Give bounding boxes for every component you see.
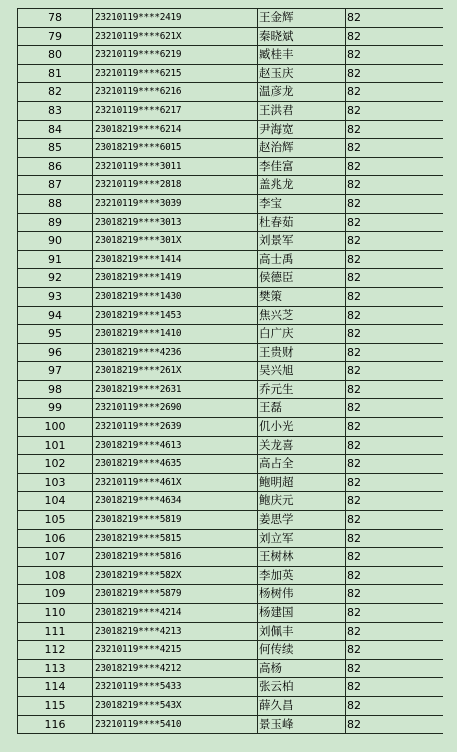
row-number-cell[interactable]: 106: [18, 529, 93, 548]
name-cell[interactable]: 张云柏: [258, 678, 346, 697]
score-cell[interactable]: 82: [346, 511, 451, 530]
row-number-cell[interactable]: 85: [18, 139, 93, 158]
row-number-cell[interactable]: 102: [18, 455, 93, 474]
row-number-cell[interactable]: 88: [18, 194, 93, 213]
name-cell[interactable]: 吴兴旭: [258, 362, 346, 381]
table-row: [18, 529, 451, 548]
table-row: [18, 548, 451, 567]
id-number-cell[interactable]: 23018219****261X: [93, 362, 258, 381]
table-row: [18, 343, 451, 362]
score-cell[interactable]: 82: [346, 455, 451, 474]
table-row: [18, 306, 451, 325]
name-cell[interactable]: 赵治辉: [258, 139, 346, 158]
score-cell[interactable]: 82: [346, 120, 451, 139]
row-number-cell[interactable]: 108: [18, 566, 93, 585]
name-cell[interactable]: 高占全: [258, 455, 346, 474]
id-number-cell[interactable]: 23210119****5410: [93, 715, 258, 734]
table-row: [18, 492, 451, 511]
row-number-cell[interactable]: 104: [18, 492, 93, 511]
score-cell[interactable]: 82: [346, 64, 451, 83]
row-number-cell[interactable]: 100: [18, 418, 93, 437]
row-number-cell[interactable]: 81: [18, 64, 93, 83]
name-cell[interactable]: 李加英: [258, 566, 346, 585]
table-row: [18, 46, 451, 65]
name-cell[interactable]: 白广庆: [258, 325, 346, 344]
score-cell[interactable]: 82: [346, 157, 451, 176]
score-cell[interactable]: 82: [346, 436, 451, 455]
table-row: [18, 715, 451, 734]
name-cell[interactable]: 樊策: [258, 287, 346, 306]
row-number-cell[interactable]: 99: [18, 399, 93, 418]
table-row: [18, 139, 451, 158]
id-number-cell[interactable]: 23210119****2639: [93, 418, 258, 437]
score-cell[interactable]: 82: [346, 696, 451, 715]
score-cell[interactable]: 82: [346, 362, 451, 381]
row-number-cell[interactable]: 87: [18, 176, 93, 195]
table-row: [18, 83, 451, 102]
id-number-cell[interactable]: 23210119****6215: [93, 64, 258, 83]
id-number-cell[interactable]: 23210119****6219: [93, 46, 258, 65]
id-number-cell[interactable]: 23018219****4634: [93, 492, 258, 511]
id-number-cell[interactable]: 23018219****5819: [93, 511, 258, 530]
name-cell[interactable]: 侯德臣: [258, 269, 346, 288]
table-row: [18, 157, 451, 176]
score-cell[interactable]: 82: [346, 548, 451, 567]
table-row: [18, 659, 451, 678]
name-cell[interactable]: 鲍明超: [258, 473, 346, 492]
row-number-cell[interactable]: 105: [18, 511, 93, 530]
name-cell[interactable]: 仉小光: [258, 418, 346, 437]
id-number-cell[interactable]: 23018219****1419: [93, 269, 258, 288]
name-cell[interactable]: 王金辉: [258, 9, 346, 28]
id-number-cell[interactable]: 23018219****4213: [93, 622, 258, 641]
name-cell[interactable]: 赵玉庆: [258, 64, 346, 83]
row-number-cell[interactable]: 94: [18, 306, 93, 325]
name-cell[interactable]: 乔元生: [258, 380, 346, 399]
table-row: [18, 325, 451, 344]
table-body: [18, 9, 451, 734]
name-cell[interactable]: 薛久昌: [258, 696, 346, 715]
score-cell[interactable]: 82: [346, 622, 451, 641]
row-number-cell[interactable]: 84: [18, 120, 93, 139]
score-cell[interactable]: 82: [346, 399, 451, 418]
score-cell[interactable]: 82: [346, 250, 451, 269]
row-number-cell[interactable]: 95: [18, 325, 93, 344]
name-cell[interactable]: 王磊: [258, 399, 346, 418]
score-cell[interactable]: 82: [346, 380, 451, 399]
name-cell[interactable]: 李宝: [258, 194, 346, 213]
id-number-cell[interactable]: 23018219****3013: [93, 213, 258, 232]
score-cell[interactable]: 82: [346, 139, 451, 158]
id-number-cell[interactable]: 23018219****543X: [93, 696, 258, 715]
name-cell[interactable]: 景玉峰: [258, 715, 346, 734]
name-cell[interactable]: 杨树伟: [258, 585, 346, 604]
table-row: [18, 250, 451, 269]
table-row: [18, 362, 451, 381]
id-number-cell[interactable]: 23018219****6015: [93, 139, 258, 158]
table-row: [18, 287, 451, 306]
score-cell[interactable]: 82: [346, 566, 451, 585]
row-number-cell[interactable]: 96: [18, 343, 93, 362]
row-number-cell[interactable]: 98: [18, 380, 93, 399]
table-row: [18, 622, 451, 641]
row-number-cell[interactable]: 113: [18, 659, 93, 678]
score-cell[interactable]: 82: [346, 306, 451, 325]
id-number-cell[interactable]: 23210119****3011: [93, 157, 258, 176]
score-cell[interactable]: 82: [346, 83, 451, 102]
row-number-cell[interactable]: 90: [18, 232, 93, 251]
row-number-cell[interactable]: 110: [18, 604, 93, 623]
row-number-cell[interactable]: 82: [18, 83, 93, 102]
table-row: [18, 64, 451, 83]
id-number-cell[interactable]: 23210119****621X: [93, 27, 258, 46]
score-cell[interactable]: 82: [346, 529, 451, 548]
id-number-cell[interactable]: 23210119****2690: [93, 399, 258, 418]
table-row: [18, 399, 451, 418]
table-row: [18, 436, 451, 455]
table-row: [18, 585, 451, 604]
row-number-cell[interactable]: 97: [18, 362, 93, 381]
id-number-cell[interactable]: 23018219****5879: [93, 585, 258, 604]
row-number-cell[interactable]: 79: [18, 27, 93, 46]
table-row: [18, 604, 451, 623]
table-row: [18, 696, 451, 715]
id-number-cell[interactable]: 23018219****301X: [93, 232, 258, 251]
table-row: [18, 418, 451, 437]
name-cell[interactable]: 刘立军: [258, 529, 346, 548]
id-number-cell[interactable]: 23018219****6214: [93, 120, 258, 139]
table-row: [18, 120, 451, 139]
score-cell[interactable]: 82: [346, 492, 451, 511]
name-cell[interactable]: 盖兆龙: [258, 176, 346, 195]
row-number-cell[interactable]: 83: [18, 101, 93, 120]
row-number-cell[interactable]: 89: [18, 213, 93, 232]
id-number-cell[interactable]: 23018219****1453: [93, 306, 258, 325]
id-number-cell[interactable]: 23018219****5815: [93, 529, 258, 548]
table-row: [18, 269, 451, 288]
name-cell[interactable]: 焦兴芝: [258, 306, 346, 325]
id-number-cell[interactable]: 23018219****1430: [93, 287, 258, 306]
row-number-cell[interactable]: 114: [18, 678, 93, 697]
id-number-cell[interactable]: 23018219****2631: [93, 380, 258, 399]
row-number-cell[interactable]: 101: [18, 436, 93, 455]
name-cell[interactable]: 王贵财: [258, 343, 346, 362]
row-number-cell[interactable]: 80: [18, 46, 93, 65]
table-row: [18, 473, 451, 492]
id-number-cell[interactable]: 23210119****2419: [93, 9, 258, 28]
table-row: [18, 380, 451, 399]
row-number-cell[interactable]: 111: [18, 622, 93, 641]
name-cell[interactable]: 温彦龙: [258, 83, 346, 102]
score-cell[interactable]: 82: [346, 715, 451, 734]
name-cell[interactable]: 何传续: [258, 641, 346, 660]
score-cell[interactable]: 82: [346, 678, 451, 697]
name-cell[interactable]: 李佳富: [258, 157, 346, 176]
table-row: [18, 455, 451, 474]
row-number-cell[interactable]: 92: [18, 269, 93, 288]
row-number-cell[interactable]: 115: [18, 696, 93, 715]
id-number-cell[interactable]: 23210119****6216: [93, 83, 258, 102]
score-cell[interactable]: 82: [346, 46, 451, 65]
table-row: [18, 213, 451, 232]
score-cell[interactable]: 82: [346, 176, 451, 195]
row-number-cell[interactable]: 112: [18, 641, 93, 660]
id-number-cell[interactable]: 23210119****3039: [93, 194, 258, 213]
row-number-cell[interactable]: 93: [18, 287, 93, 306]
id-number-cell[interactable]: 23210119****6217: [93, 101, 258, 120]
score-cell[interactable]: 82: [346, 213, 451, 232]
score-cell[interactable]: 82: [346, 232, 451, 251]
right-margin: [443, 0, 457, 752]
id-number-cell[interactable]: 23018219****4635: [93, 455, 258, 474]
row-number-cell[interactable]: 103: [18, 473, 93, 492]
id-number-cell[interactable]: 23018219****4613: [93, 436, 258, 455]
score-cell[interactable]: 82: [346, 325, 451, 344]
id-number-cell[interactable]: 23018219****582X: [93, 566, 258, 585]
name-cell[interactable]: 尹海宽: [258, 120, 346, 139]
id-number-cell[interactable]: 23018219****4214: [93, 604, 258, 623]
row-number-cell[interactable]: 116: [18, 715, 93, 734]
score-cell[interactable]: 82: [346, 194, 451, 213]
id-number-cell[interactable]: 23210119****5433: [93, 678, 258, 697]
score-cell[interactable]: 82: [346, 418, 451, 437]
score-cell[interactable]: 82: [346, 101, 451, 120]
score-cell[interactable]: 82: [346, 473, 451, 492]
table-row: [18, 9, 451, 28]
id-number-cell[interactable]: 23018219****4236: [93, 343, 258, 362]
id-number-cell[interactable]: 23018219****1414: [93, 250, 258, 269]
name-cell[interactable]: 关龙喜: [258, 436, 346, 455]
id-number-cell[interactable]: 23210119****461X: [93, 473, 258, 492]
id-number-cell[interactable]: 23210119****4215: [93, 641, 258, 660]
table-row: [18, 678, 451, 697]
row-number-cell[interactable]: 109: [18, 585, 93, 604]
row-number-cell[interactable]: 78: [18, 9, 93, 28]
table-row: [18, 27, 451, 46]
score-cell[interactable]: 82: [346, 641, 451, 660]
score-cell[interactable]: 82: [346, 9, 451, 28]
table-row: [18, 511, 451, 530]
score-cell[interactable]: 82: [346, 604, 451, 623]
name-cell[interactable]: 刘佩丰: [258, 622, 346, 641]
score-cell[interactable]: 82: [346, 585, 451, 604]
name-cell[interactable]: 姜思学: [258, 511, 346, 530]
name-cell[interactable]: 臧桂丰: [258, 46, 346, 65]
score-cell[interactable]: 82: [346, 659, 451, 678]
row-number-cell[interactable]: 107: [18, 548, 93, 567]
name-cell[interactable]: 王树林: [258, 548, 346, 567]
table-row: [18, 566, 451, 585]
score-cell[interactable]: 82: [346, 343, 451, 362]
name-cell[interactable]: 杜春茹: [258, 213, 346, 232]
score-cell[interactable]: 82: [346, 27, 451, 46]
id-number-cell[interactable]: 23018219****4212: [93, 659, 258, 678]
table-row: [18, 176, 451, 195]
name-cell[interactable]: 刘景军: [258, 232, 346, 251]
name-cell[interactable]: 王洪君: [258, 101, 346, 120]
score-cell[interactable]: 82: [346, 269, 451, 288]
row-number-cell[interactable]: 91: [18, 250, 93, 269]
row-number-cell[interactable]: 86: [18, 157, 93, 176]
name-cell[interactable]: 鲍庆元: [258, 492, 346, 511]
table-row: [18, 232, 451, 251]
id-number-cell[interactable]: 23018219****5816: [93, 548, 258, 567]
table-row: [18, 194, 451, 213]
name-cell[interactable]: 杨建国: [258, 604, 346, 623]
name-cell[interactable]: 秦晓斌: [258, 27, 346, 46]
name-cell[interactable]: 高杨: [258, 659, 346, 678]
data-table: [17, 8, 451, 734]
id-number-cell[interactable]: 23210119****2818: [93, 176, 258, 195]
id-number-cell[interactable]: 23018219****1410: [93, 325, 258, 344]
table-row: [18, 641, 451, 660]
score-cell[interactable]: 82: [346, 287, 451, 306]
name-cell[interactable]: 高士禹: [258, 250, 346, 269]
table-row: [18, 101, 451, 120]
